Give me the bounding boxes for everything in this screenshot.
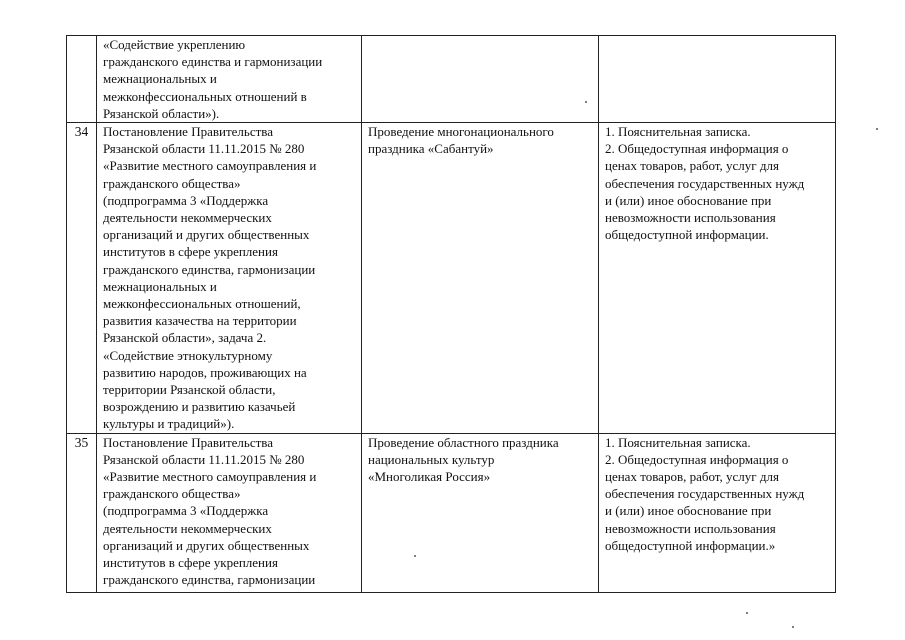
table-row xyxy=(67,433,836,592)
row-number-cell: 34 xyxy=(67,123,97,434)
required-docs-cell: 1. Пояснительная записка. 2. Общедоступная информация о ценах товаров, работ, услуг для обеспечения государственных нужд и (или) иное обоснование при невозможности использования общедоступной информации. xyxy=(599,123,836,434)
scan-speck xyxy=(876,128,878,130)
required-docs-cell xyxy=(599,36,836,123)
event-cell xyxy=(362,36,599,123)
table-row xyxy=(67,123,836,434)
table-row xyxy=(67,36,836,123)
required-docs-cell: 1. Пояснительная записка. 2. Общедоступная информация о ценах товаров, работ, услуг для обеспечения государственных нужд и (или) иное обоснование при невозможности использования общедоступной информации.» xyxy=(599,433,836,592)
scan-speck xyxy=(746,612,748,614)
scan-speck xyxy=(585,101,587,103)
event-cell: Проведение многонационального праздника «Сабантуй» xyxy=(362,123,599,434)
scan-speck xyxy=(414,555,416,557)
document-cell: Постановление Правительства Рязанской области 11.11.2015 № 280 «Развитие местного самоуправления и гражданского общества» (подпрограмма 3 «Поддержка деятельности некоммерческих организаций и других общественных институтов в сфере укрепления гражданского единства, гармонизации xyxy=(97,433,362,592)
document-cell: «Содействие укреплению гражданского единства и гармонизации межнациональных и межконфессиональных отношений в Рязанской области»). xyxy=(97,36,362,123)
row-number-cell: 35 xyxy=(67,433,97,592)
document-cell: Постановление Правительства Рязанской области 11.11.2015 № 280 «Развитие местного самоуправления и гражданского общества» (подпрограмма 3 «Поддержка деятельности некоммерческих организаций и других общественных институтов в сфере укрепления гражданского единства, гармонизации межнациональных и межконфессиональных отношений, развития казачества на территории Рязанской области», задача 2. «Содействие этнокультурному развитию народов, проживающих на территории Рязанской области, возрождению и развитию казачьей культуры и традиций»). xyxy=(97,123,362,434)
scan-speck xyxy=(792,626,794,628)
row-number-cell xyxy=(67,36,97,123)
event-cell: Проведение областного праздника национальных культур «Многоликая Россия» xyxy=(362,433,599,592)
document-table xyxy=(66,35,836,593)
